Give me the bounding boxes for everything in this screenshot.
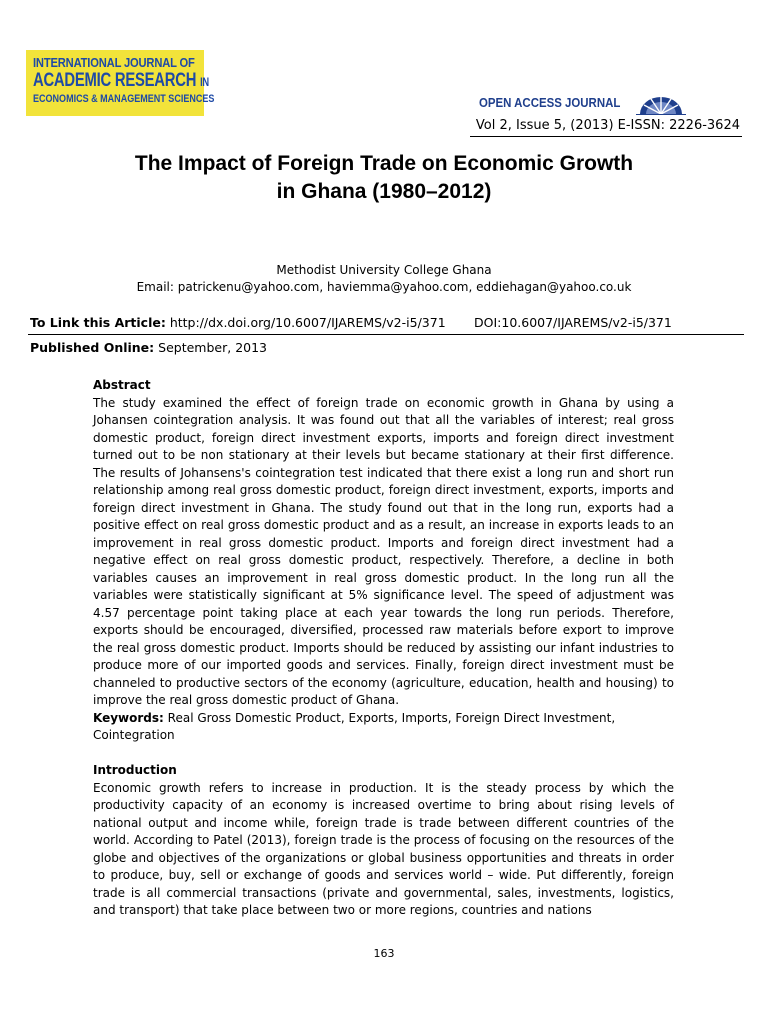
article-title-line1: The Impact of Foreign Trade on Economic Growth (134, 152, 634, 175)
article-link-row (30, 315, 740, 331)
journal-logo (26, 50, 215, 116)
introduction-heading: Introduction (93, 763, 177, 777)
logo-line2 (33, 70, 209, 93)
abstract-text: The study examined the effect of foreign trade on economic growth in Ghana by using a Johansen cointegration analysis. It was found out that all the variables of interest; real gross domestic product, foreign direct investment exports, imports and foreign direct investment turned out to be non stationary at their levels but became stationary at their first difference. The results of Johansens's cointegration test indicated that there exist a long run and short run relationship among real gross domestic product, foreign direct investment, exports, imports and foreign direct investment in Ghana. The study found out that in the long run, exports had a positive effect on real gross domestic product and as a result, an increase in exports leads to an improvement in real gross domestic product. Imports and foreign direct investment had a negative effect on real gross domestic product, respectively. Therefore, a decline in both variables causes an improvement in real gross domestic product. In the long run all the variables were statistically significant at 5% significance level. The speed of adjustment was 4.57 percentage point taking place at each year towards the long run periods. Therefore, exports should be encouraged, diversified, processed raw materials before export to improve the real gross domestic product. Imports should be reduced by assisting our infant industries to produce more of our imported goods and services. Finally, foreign direct investment must be channeled to productive sectors of the economy (agriculture, education, health and housing) to improve the real gross domestic product of Ghana. (93, 395, 674, 707)
author-affiliation: Methodist University College Ghana (276, 263, 492, 277)
keywords-label: Keywords: (93, 710, 164, 725)
logo-line1: INTERNATIONAL JOURNAL OF (33, 55, 195, 70)
article-title (60, 150, 708, 206)
open-access-label: OPEN ACCESS JOURNAL (479, 95, 621, 110)
abstract-heading: Abstract (93, 378, 151, 392)
published-date: September, 2013 (158, 340, 268, 355)
introduction-text: Economic growth refers to increase in production. It is the steady process by which the productivity capacity of an economy is increased overtime to bring about rising levels of national output and income while, foreign trade is trade between different countries of the world. According to Patel (2013), foreign trade is the process of focusing on the resources of the globe and objectives of the organizations or global business opportunities and threats in order to produce, buy, sell or exchange of goods and services world – wide. Put differently, foreign trade is all commercial transactions (private and governmental, sales, investments, logistics, and transport) that take place between two or more regions, countries and nations (93, 780, 674, 917)
logo-line3: ECONOMICS & MANAGEMENT SCIENCES (33, 93, 215, 105)
published-label: Published Online: (30, 340, 155, 355)
link-label: To Link this Article: (30, 315, 166, 330)
article-body (93, 377, 674, 920)
keywords-text: Real Gross Domestic Product, Exports, Imports, Foreign Direct Investment, Cointegration (93, 710, 616, 742)
header-rule (470, 136, 742, 137)
page-number: 163 (373, 947, 395, 960)
author-emails: Email: patrickenu@yahoo.com, haviemma@yahoo.com, eddiehagan@yahoo.co.uk (136, 280, 632, 294)
link-rule (28, 334, 744, 335)
open-access-arc-icon (636, 94, 686, 116)
logo-line2-suffix: IN (200, 75, 209, 89)
article-doi: DOI:10.6007/IJAREMS/v2-i5/371 (474, 315, 672, 330)
volume-info: Vol 2, Issue 5, (2013) E-ISSN: 2226-3624 (475, 118, 740, 133)
article-link[interactable]: http://dx.doi.org/10.6007/IJAREMS/v2-i5/371 (169, 315, 446, 330)
section-gap (93, 745, 674, 763)
article-title-line2: in Ghana (1980–2012) (276, 180, 492, 203)
published-online (30, 340, 267, 356)
keywords (93, 710, 674, 745)
logo-line2-main: ACADEMIC RESEARCH (33, 70, 197, 91)
